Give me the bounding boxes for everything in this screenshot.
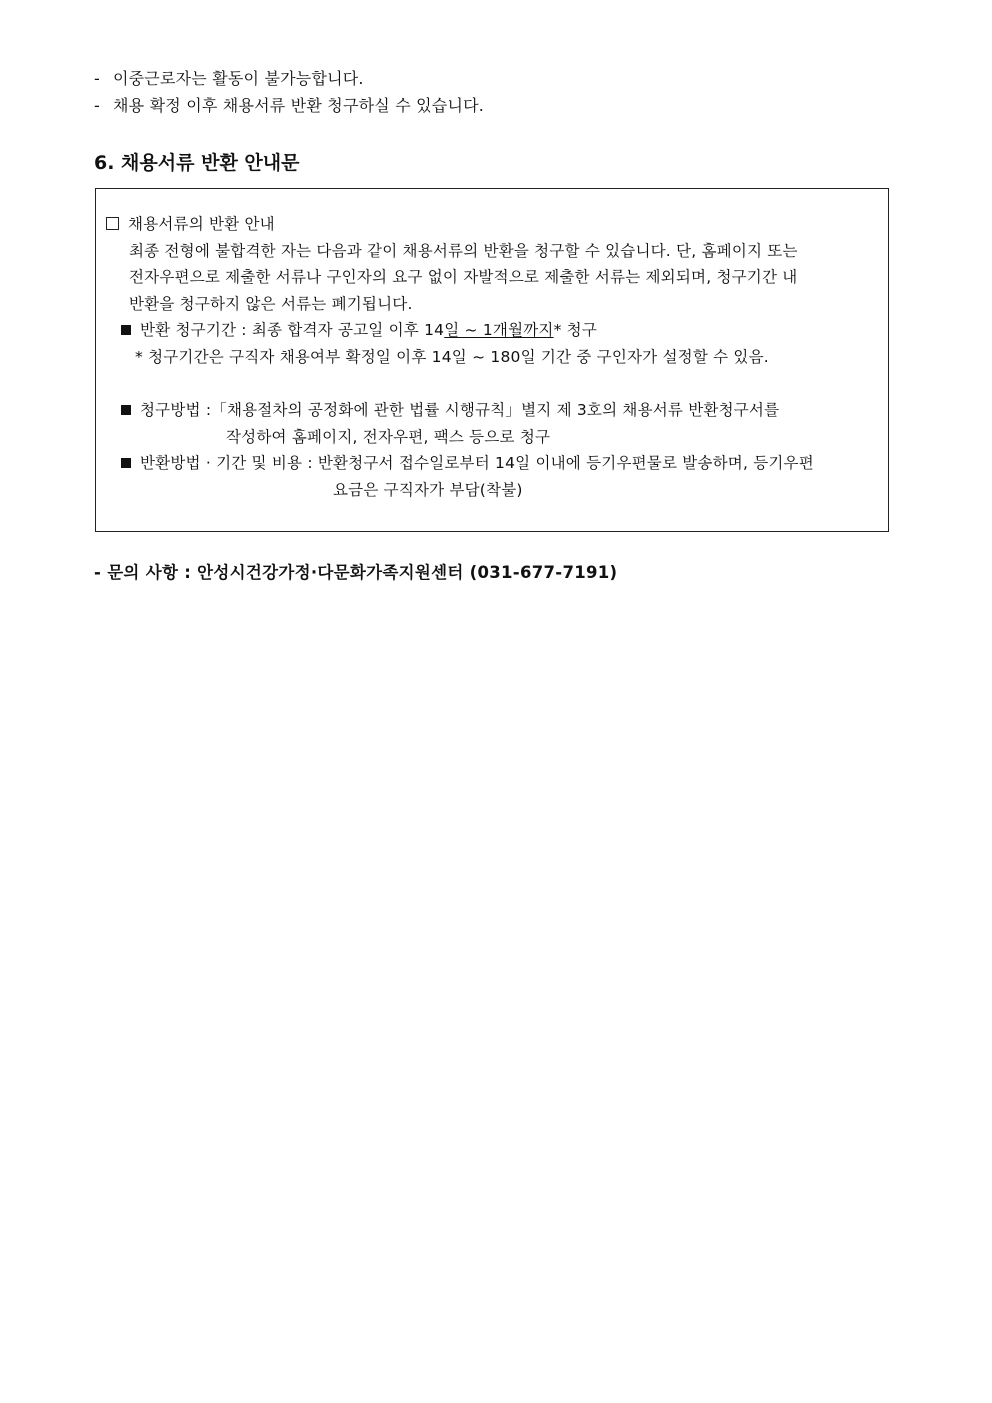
list-item xyxy=(94,69,364,89)
notice-box xyxy=(95,188,889,532)
notice-title: 채용서류의 반환 안내 xyxy=(106,214,275,234)
period-prefix: 반환 청구기간 : 최종 합격자 공고일 이후 14 xyxy=(140,321,445,339)
bullet-text: 이중근로자는 활동이 불가능합니다. xyxy=(113,69,364,88)
request-method: 청구방법 :「채용절차의 공정화에 관한 법률 시행규칙」별지 제 3호의 채용서류 반환청구서를 xyxy=(121,400,779,420)
square-bullet-icon xyxy=(121,325,131,335)
notice-intro-line: 반환을 청구하지 않은 서류는 폐기됩니다. xyxy=(129,295,413,313)
return-period xyxy=(121,320,597,340)
square-bullet-icon xyxy=(121,458,131,468)
request-method-continued: 작성하여 홈페이지, 전자우편, 팩스 등으로 청구 xyxy=(226,428,551,446)
notice-intro-line: 최종 전형에 불합격한 자는 다음과 같이 채용서류의 반환을 청구할 수 있습니다. 단, 홈페이지 또는 xyxy=(129,242,798,260)
period-note: * 청구기간은 구직자 채용여부 확정일 이후 14일 ~ 180일 기간 중 구인자가 설정할 수 있음. xyxy=(135,348,769,366)
checkbox-icon xyxy=(106,217,119,230)
bullet-text: 채용 확정 이후 채용서류 반환 청구하실 수 있습니다. xyxy=(113,96,485,115)
period-suffix: * 청구 xyxy=(553,321,598,339)
return-method: 반환방법 · 기간 및 비용 : 반환청구서 접수일로부터 14일 이내에 등기우편물로 발송하며, 등기우편 xyxy=(121,453,814,473)
notice-intro-line: 전자우편으로 제출한 서류나 구인자의 요구 없이 자발적으로 제출한 서류는 제외되며, 청구기간 내 xyxy=(129,268,798,286)
return-method-continued: 요금은 구직자가 부담(착불) xyxy=(333,481,523,499)
square-bullet-icon xyxy=(121,405,131,415)
dash-marker: - xyxy=(94,69,100,88)
contact-info: - 문의 사항 : 안성시건강가정·다문화가족지원센터 (031-677-7191) xyxy=(94,563,618,582)
list-item xyxy=(94,96,484,116)
dash-marker: - xyxy=(94,96,100,115)
period-underlined: 일 ~ 1개월까지 xyxy=(444,321,554,339)
section-heading: 6. 채용서류 반환 안내문 xyxy=(94,152,300,174)
